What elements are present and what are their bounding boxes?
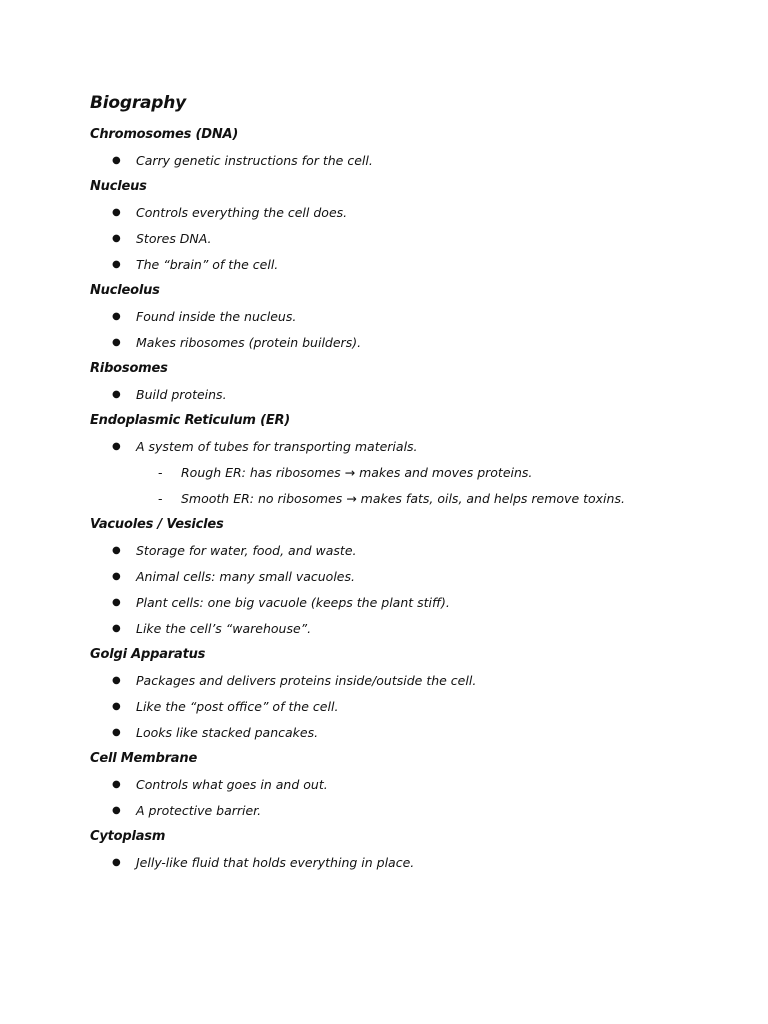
section-heading: Chromosomes (DNA) [90,127,239,142]
sub-bullet-item: - Smooth ER: no ribosomes → makes fats, oils, and helps remove toxins. [90,488,730,514]
section-heading: Endoplasmic Reticulum (ER) [90,413,291,428]
section-heading: Nucleolus [90,283,160,298]
bullet-item: ● Jelly-like fluid that holds everything in place. [90,852,730,878]
bullet-item: ● Carry genetic instructions for the cell. [90,150,730,176]
bullet-item: ● Like the “post office” of the cell. [90,696,730,722]
bullet-item: ● Makes ribosomes (protein builders). [90,332,730,358]
section-heading: Ribosomes [90,361,168,376]
bullet-item: ● Storage for water, food, and waste. [90,540,730,566]
bullet-item: ● Plant cells: one big vacuole (keeps the plant stiff). [90,592,730,618]
section-heading: Golgi Apparatus [90,647,206,662]
bullet-item: ● Build proteins. [90,384,730,410]
bullet-item: ● A system of tubes for transporting materials. [90,436,730,462]
bullet-item: ● Controls what goes in and out. [90,774,730,800]
bullet-item: ● Packages and delivers proteins inside/outside the cell. [90,670,730,696]
bullet-item: ● Looks like stacked pancakes. [90,722,730,748]
section-heading: Cell Membrane [90,751,198,766]
bullet-item: ● The “brain” of the cell. [90,254,730,280]
section-heading: Cytoplasm [90,829,166,844]
bullet-item: ● Stores DNA. [90,228,730,254]
document-title: Biography [90,93,187,113]
bullet-item: ● Like the cell’s “warehouse”. [90,618,730,644]
bullet-item: ● A protective barrier. [90,800,730,826]
bullet-item: ● Controls everything the cell does. [90,202,730,228]
section-heading: Nucleus [90,179,147,194]
bullet-item: ● Found inside the nucleus. [90,306,730,332]
sub-bullet-item: - Rough ER: has ribosomes → makes and moves proteins. [90,462,730,488]
section-heading: Vacuoles / Vesicles [90,517,224,532]
sections-list [90,124,730,878]
bullet-item: ● Animal cells: many small vacuoles. [90,566,730,592]
